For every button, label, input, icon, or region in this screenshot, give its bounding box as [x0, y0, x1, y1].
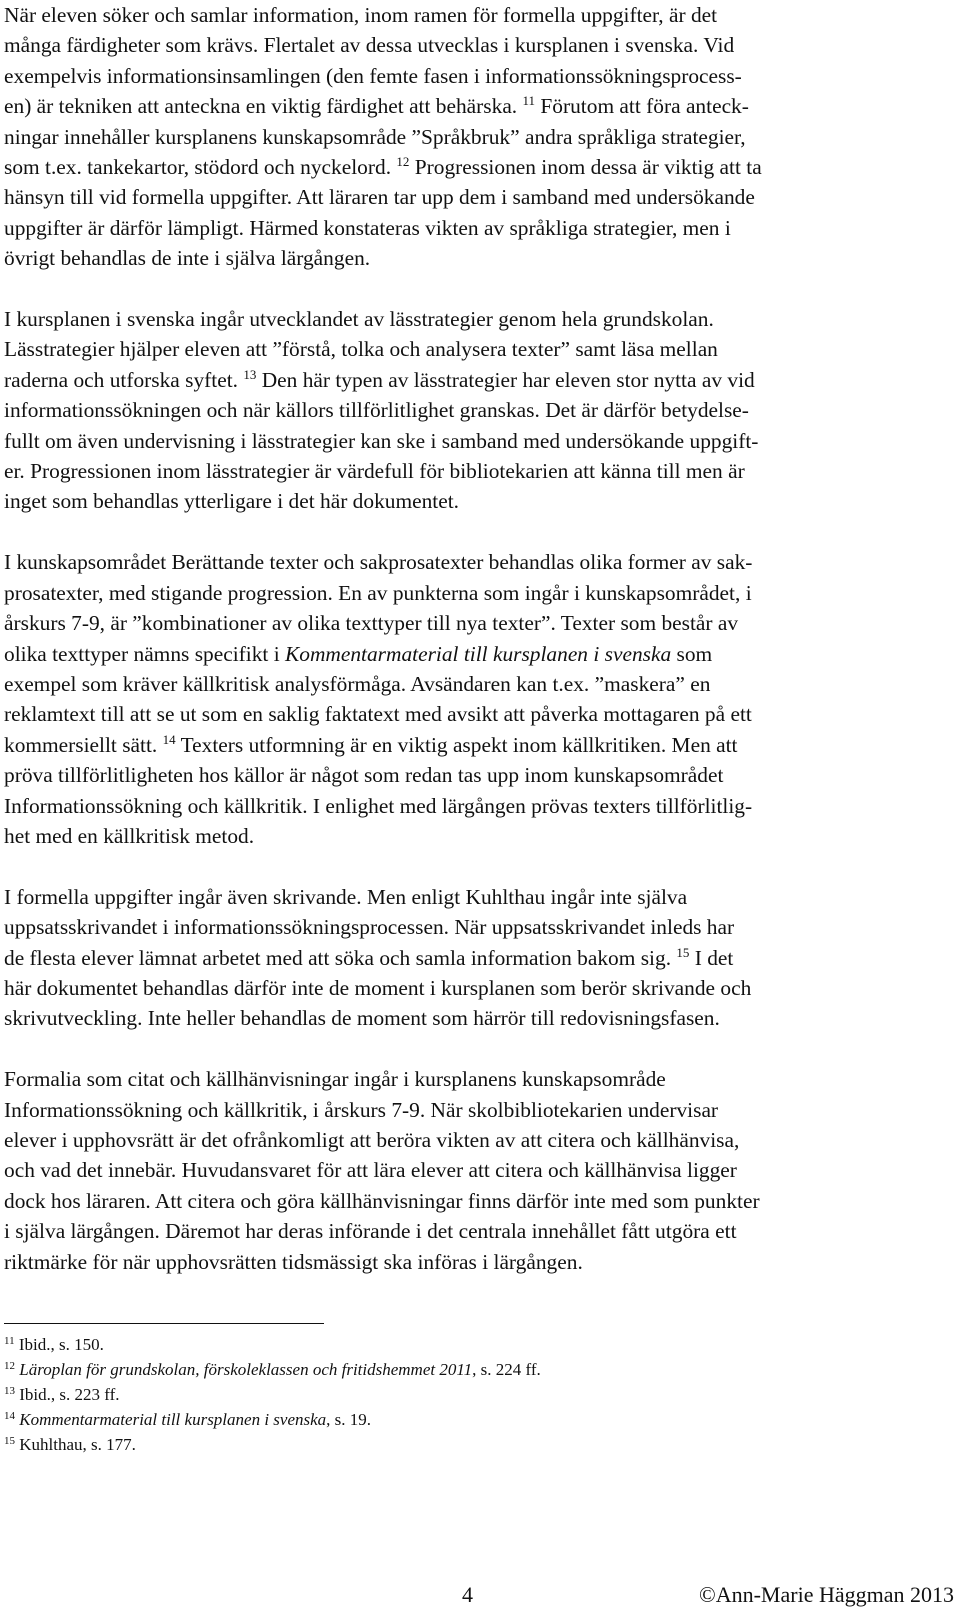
- text-line: [4, 578, 952, 608]
- text-run: ningar innehåller kursplanens kunskapsområde ”Språkbruk” andra språkliga strategier,: [4, 124, 746, 149]
- text-line: [4, 821, 952, 851]
- text-run: Den här typen av lässtrategier har eleven stor nytta av vid: [256, 367, 755, 392]
- italic-title: Kommentarmaterial till kursplanen i svenska: [19, 1410, 327, 1429]
- text-run: Kuhlthau, s. 177.: [15, 1435, 136, 1454]
- text-line: [4, 791, 952, 821]
- paragraph: [4, 0, 952, 274]
- text-line: [4, 639, 952, 669]
- text-line: [4, 334, 952, 364]
- text-run: årskurs 7-9, är ”kombinationer av olika texttyper till nya texter”. Texter som består av: [4, 611, 739, 636]
- text-line: [4, 30, 952, 60]
- text-line: [4, 91, 952, 121]
- paragraph: [4, 1064, 952, 1277]
- text-run: Informationssökning och källkritik. I enlighet med lärgången prövas texters tillförlitlig-: [4, 793, 753, 818]
- text-run: här dokumentet behandlas därför inte de moment i kursplanen som berör skrivande och: [4, 975, 752, 1000]
- footnote: [4, 1357, 904, 1382]
- paragraph: [4, 304, 952, 517]
- footnote: [4, 1407, 904, 1432]
- footnote-reference: 12: [396, 154, 410, 170]
- footnote: [4, 1382, 904, 1407]
- text-run: Progressionen inom dessa är viktig att ta: [409, 155, 762, 180]
- text-line: [4, 0, 952, 30]
- text-line: [4, 486, 952, 516]
- italic-title: Kommentarmaterial till kursplanen i svenska: [284, 641, 672, 666]
- text-run: I formella uppgifter ingår även skrivande. Men enligt Kuhlthau ingår inte själva: [4, 884, 688, 909]
- text-line: [4, 669, 952, 699]
- text-line: [4, 1155, 952, 1185]
- text-run: reklamtext till att se ut som en saklig faktatext med avsikt att påverka mottagaren på ett: [4, 702, 752, 727]
- text-run: som: [671, 641, 713, 666]
- text-line: [4, 243, 952, 273]
- text-run: elever i upphovsrätt är det ofrånkomligt att beröra vikten av att citera och källhänvisa,: [4, 1127, 740, 1152]
- text-line: [4, 1003, 952, 1033]
- footnote: [4, 1332, 904, 1357]
- text-line: [4, 730, 952, 760]
- text-line: [4, 213, 952, 243]
- footnote-number: 12: [4, 1360, 15, 1372]
- text-line: [4, 1186, 952, 1216]
- text-line: [4, 973, 952, 1003]
- text-run: Ibid., s. 223 ff.: [15, 1385, 120, 1404]
- text-line: [4, 365, 952, 395]
- paragraph: [4, 882, 952, 1034]
- text-line: [4, 456, 952, 486]
- paragraph: [4, 547, 952, 851]
- text-run: uppgifter är därför lämpligt. Härmed konstateras vikten av språkliga strategier, men i: [4, 215, 731, 240]
- text-line: [4, 912, 952, 942]
- text-run: , s. 19.: [326, 1410, 372, 1429]
- footnote-reference: 11: [522, 93, 536, 109]
- text-run: som t.ex. tankekartor, stödord och nyckelord.: [4, 155, 397, 180]
- text-run: dock hos läraren. Att citera och göra källhänvisningar finns därför inte med som punkter: [4, 1188, 760, 1213]
- text-run: pröva tillförlitligheten hos källor är något som redan tas upp inom kunskapsområdet: [4, 763, 724, 788]
- text-run: de flesta elever lämnat arbetet med att söka och samla information bakom sig.: [4, 945, 677, 970]
- text-line: [4, 1247, 952, 1277]
- text-line: [4, 943, 952, 973]
- footnote-number: 15: [4, 1435, 15, 1447]
- text-line: [4, 1125, 952, 1155]
- text-run: hänsyn till vid formella uppgifter. Att läraren tar upp dem i samband med undersökande: [4, 185, 755, 210]
- text-run: er. Progressionen inom lässtrategier är värdefull för bibliotekarien att känna till men är: [4, 459, 745, 484]
- text-line: [4, 426, 952, 456]
- footnote-reference: 15: [676, 944, 690, 960]
- text-run: i själva lärgången. Däremot har deras införande i det centrala innehållet fått utgöra ett: [4, 1219, 737, 1244]
- text-run: fullt om även undervisning i lässtrategier kan ske i samband med undersökande uppgift-: [4, 428, 759, 453]
- footnote-reference: 14: [162, 731, 176, 747]
- footnote-number: 13: [4, 1385, 15, 1397]
- text-run: Texters utformning är en viktig aspekt inom källkritiken. Men att: [175, 732, 738, 757]
- text-run: Förutom att föra anteck-: [535, 94, 749, 119]
- text-run: I det: [689, 945, 734, 970]
- text-run: många färdigheter som krävs. Flertalet av dessa utvecklas i kursplanen i svenska. Vid: [4, 33, 735, 58]
- text-line: [4, 152, 952, 182]
- text-run: riktmärke för när upphovsrätten tidsmässigt ska införas i lärgången.: [4, 1249, 583, 1274]
- text-run: kommersiellt sätt.: [4, 732, 163, 757]
- text-run: övrigt behandlas de inte i själva lärgången.: [4, 246, 371, 271]
- text-line: [4, 61, 952, 91]
- footnote-separator: [4, 1323, 324, 1324]
- text-run: prosatexter, med stigande progression. En av punkterna som ingår i kunskapsområdet, i: [4, 580, 752, 605]
- text-run: I kursplanen i svenska ingår utvecklandet av lässtrategier genom hela grundskolan.: [4, 307, 714, 332]
- italic-title: Läroplan för grundskolan, förskoleklassen och fritidshemmet 2011: [19, 1360, 473, 1379]
- text-line: [4, 547, 952, 577]
- text-run: raderna och utforska syftet.: [4, 367, 244, 392]
- footnote-reference: 13: [243, 366, 257, 382]
- footnote-number: 11: [4, 1335, 15, 1347]
- text-run: När eleven söker och samlar information, inom ramen för formella uppgifter, är det: [4, 3, 718, 27]
- text-line: [4, 882, 952, 912]
- text-line: [4, 122, 952, 152]
- text-run: och vad det innebär. Huvudansvaret för att lära elever att citera och källhänvisa ligger: [4, 1158, 737, 1183]
- text-run: I kunskapsområdet Berättande texter och sakprosatexter behandlas olika former av sak-: [4, 550, 753, 575]
- text-run: Lässtrategier hjälper eleven att ”förstå, tolka och analysera texter” samt läsa mellan: [4, 337, 718, 362]
- text-run: Formalia som citat och källhänvisningar ingår i kursplanens kunskapsområde: [4, 1067, 666, 1092]
- text-run: exempelvis informationsinsamlingen (den femte fasen i informationssökningsprocess-: [4, 63, 742, 88]
- text-run: het med en källkritisk metod.: [4, 823, 255, 848]
- page-footer: [0, 1576, 960, 1616]
- text-run: exempel som kräver källkritisk analysförmåga. Avsändaren kan t.ex. ”maskera” en: [4, 671, 711, 696]
- text-run: uppsatsskrivandet i informationssökningsprocessen. När uppsatsskrivandet inleds har: [4, 915, 735, 940]
- footnote-number: 14: [4, 1410, 15, 1422]
- text-line: [4, 304, 952, 334]
- footnote: [4, 1432, 904, 1457]
- copyright-notice: ©Ann-Marie Häggman 2013: [699, 1582, 954, 1607]
- footnotes: [4, 1332, 904, 1457]
- text-line: [4, 1095, 952, 1125]
- text-run: en) är tekniken att anteckna en viktig färdighet att behärska.: [4, 94, 523, 119]
- text-run: olika texttyper nämns specifikt i: [4, 641, 285, 666]
- text-line: [4, 1216, 952, 1246]
- text-line: [4, 760, 952, 790]
- text-line: [4, 182, 952, 212]
- text-line: [4, 608, 952, 638]
- text-run: inget som behandlas ytterligare i det här dokumentet.: [4, 489, 460, 514]
- body-text: [4, 0, 952, 1307]
- text-run: , s. 224 ff.: [472, 1360, 541, 1379]
- text-line: [4, 1064, 952, 1094]
- text-run: skrivutveckling. Inte heller behandlas de moment som härrör till redovisningsfasen.: [4, 1006, 720, 1031]
- text-run: Ibid., s. 150.: [14, 1335, 104, 1354]
- text-run: informationssökningen och när källors tillförlitlighet granskas. Det är därför betydelse-: [4, 398, 749, 423]
- text-line: [4, 395, 952, 425]
- text-run: Informationssökning och källkritik, i årskurs 7-9. När skolbibliotekarien undervisar: [4, 1097, 719, 1122]
- page-number: 4: [462, 1582, 473, 1607]
- text-line: [4, 699, 952, 729]
